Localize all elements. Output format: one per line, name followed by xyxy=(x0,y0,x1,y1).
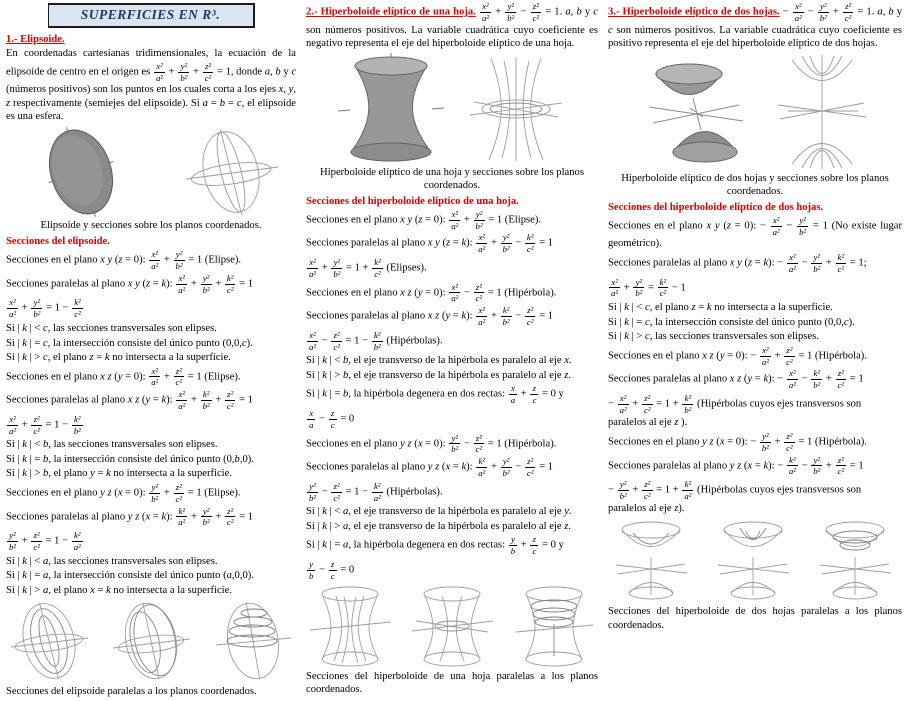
fraction: $\frac{\text{k²}}{\text{b²}}$ xyxy=(73,413,81,436)
formula-line: $\frac{\text{x²}}{\text{a²}}$ + $\frac{\text{y²}}{\text{b²}}$ = 1 − $\frac{\text{k²}}{\text{c²}}$ xyxy=(9,297,81,320)
fraction: $\frac{\text{z²}}{\text{c²}}$ xyxy=(837,368,845,391)
paragraph: Si | k | = a, la intersección consiste del único punto (a,0,0). xyxy=(6,570,254,582)
paragraph: Si | k | < c, las secciones transversales son elipses. xyxy=(6,322,217,334)
ellipsoid-sections-3-image xyxy=(207,599,296,683)
fraction: $\frac{\text{k²}}{\text{c²}}$ xyxy=(526,232,534,255)
fraction: $\frac{\text{x²}}{\text{a²}}$ xyxy=(178,389,186,411)
fraction: $\frac{\text{x²}}{\text{a²}}$ xyxy=(794,1,802,23)
fraction: $\frac{\text{x²}}{\text{a²}}$ xyxy=(619,392,627,415)
fraction: $\frac{\text{x²}}{\text{a²}}$ xyxy=(611,276,619,299)
paragraph: Secciones paralelas al plano x y (z = k): $\frac{\text{x²}}{\text{a²}}$ + $\frac{\text{y²}}{\text{b²}}$ − $\frac{\text{k²}}{\text{c²}}$ = 1 xyxy=(306,232,554,255)
paragraph: Secciones paralelas al plano y z (x = k): $\frac{\text{k²}}{\text{a²}}$ + $\frac{\text{y²}}{\text{b²}}$ − $\frac{\text{z²}}{\text{c²}}$ = 1 xyxy=(306,456,554,478)
fraction: $\frac{\text{z²}}{\text{c²}}$ xyxy=(333,329,340,352)
hyperboloid-two-sheets-sections-figure xyxy=(608,517,902,603)
fraction: $\frac{\text{y²}}{\text{b²}}$ xyxy=(799,214,807,237)
paragraph: Secciones en el plano y z (x = 0): $\frac{\text{y²}}{\text{b²}}$ − $\frac{\text{z²}}{\text{c²}}$ = 1 (Hipérbola). xyxy=(306,432,557,455)
formula-line: $\frac{x}{a}$ − $\frac{z}{c}$ = 0 xyxy=(309,408,355,430)
fraction: $\frac{\text{z²}}{\text{c²}}$ xyxy=(643,392,651,415)
formula-line: − $\frac{\text{y²}}{\text{b²}}$ + $\frac{\text{z²}}{\text{c²}}$ = 1 + $\frac{\text{k²}}{\text{a²}}$ (Hipérbolas cuyos ejes transversos son paralelos al eje z). xyxy=(608,479,862,514)
paragraph: Si | k | < b, las secciones transversales son elipses. xyxy=(6,439,218,451)
page-title: SUPERFICIES EN R³. xyxy=(48,3,255,28)
figure-caption: Hiperboloide elíptico de dos hojas y secciones sobre los planos coordenados. xyxy=(621,172,889,197)
heading-text: Secciones del hiperboloide elíptico de una hoja. xyxy=(306,195,519,207)
fraction: $\frac{\text{x²}}{\text{a²}}$ xyxy=(481,1,490,23)
fraction: $\frac{z}{c}$ xyxy=(330,559,335,581)
fraction: $\frac{\text{k²}}{\text{b²}}$ xyxy=(202,389,210,411)
paragraph: Secciones en el plano x z (y = 0): − $\frac{\text{x²}}{\text{a²}}$ + $\frac{\text{z²}}{\text{c²}}$ = 1 (Hipérbola). xyxy=(608,344,867,367)
formula-line: $\frac{\text{x²}}{\text{a²}}$ + $\frac{\text{y²}}{\text{b²}}$ = $\frac{\text{k²}}{\text{c²}}$ − 1 xyxy=(611,276,686,299)
heading-text: 3.- Hiperboloide elíptico de dos hojas. xyxy=(608,6,780,18)
paragraph: 3.- Hiperboloide elíptico de dos hojas. − $\frac{\text{x²}}{\text{a²}}$ − $\frac{\text{y²}}{\text{b²}}$ + $\frac{\text{z²}}{\text{c²}}$ = 1. a, b y c son números positivos. La variable cuadrática cuyo coeficiente es positivo representa el eje del hiperboloide elíptico de dos hojas. xyxy=(608,1,902,50)
fraction: $\frac{\text{y²}}{\text{b²}}$ xyxy=(507,1,515,23)
fraction: $\frac{\text{z²}}{\text{c²}}$ xyxy=(175,365,183,388)
paragraph: Secciones en el plano x y (z = 0): − $\frac{\text{x²}}{\text{a²}}$ − $\frac{\text{y²}}{\text{b²}}$ = 1 (No existe lugar geométrico). xyxy=(608,214,902,250)
paragraph: Secciones en el plano x y (z = 0): $\frac{\text{x²}}{\text{a²}}$ + $\frac{\text{y²}}{\text{b²}}$ = 1 (Elipse). xyxy=(306,208,541,231)
paragraph: 2.- Hiperboloide elíptico de una hoja. $\frac{\text{x²}}{\text{a²}}$ + $\frac{\text{y²}}{\text{b²}}$ − $\frac{\text{z²}}{\text{c²}}$ = 1. a, b y c son números positivos. La variable cuadrática cuyo coeficiente es negativo representa el eje del hiperboloide elíptico de una hoja. xyxy=(306,1,598,50)
formula-line: $\frac{\text{x²}}{\text{a²}}$ + $\frac{\text{y²}}{\text{b²}}$ = 1 + $\frac{\text{k²}}{\text{c²}}$ (Elipses). xyxy=(309,256,427,279)
hyperboloid1-sections-1-image xyxy=(306,584,396,668)
paragraph: Si | k | > a, el eje transverso de la hipérbola es paralelo al eje z. xyxy=(306,520,571,532)
fraction: $\frac{\text{x²}}{\text{a²}}$ xyxy=(155,60,163,83)
fraction: $\frac{\text{x²}}{\text{a²}}$ xyxy=(478,305,486,327)
formula-line: $\frac{\text{x²}}{\text{a²}}$ + $\frac{\text{z²}}{\text{c²}}$ = 1 − $\frac{\text{k²}}{\text{b²}}$ xyxy=(9,413,81,436)
fraction: $\frac{\text{x²}}{\text{a²}}$ xyxy=(478,232,486,255)
fraction: $\frac{\text{z²}}{\text{c²}}$ xyxy=(475,432,483,455)
hyperboloid2-solid-image xyxy=(635,53,760,171)
fraction: $\frac{\text{k²}}{\text{c²}}$ xyxy=(659,276,667,299)
hyperboloid-one-sheet-sections-figure xyxy=(306,584,598,668)
fraction: $\frac{\text{y²}}{\text{b²}}$ xyxy=(819,1,827,23)
fraction: $\frac{\text{z²}}{\text{c²}}$ xyxy=(475,281,483,304)
fraction: $\frac{\text{x²}}{\text{a²}}$ xyxy=(788,368,796,391)
section-heading xyxy=(608,201,902,214)
paragraph: Si | k | < a, las secciones transversales son elipses. xyxy=(6,555,218,567)
ellipsoid-wireframe-image xyxy=(166,126,296,218)
fraction: $\frac{\text{y²}}{\text{b²}}$ xyxy=(9,530,17,552)
fraction: $\frac{\text{k²}}{\text{b²}}$ xyxy=(813,368,821,391)
fraction: $\frac{y}{b}$ xyxy=(309,559,314,581)
hyperboloid1-sections-3-image xyxy=(508,584,598,668)
ellipsoid-sections-1-image xyxy=(6,599,95,683)
hyperboloid-one-sheet-figure xyxy=(306,53,598,165)
hyperboloid2-wireframe-image xyxy=(770,53,875,171)
paragraph: Secciones en el plano y z (x = 0): − $\frac{\text{y²}}{\text{b²}}$ + $\frac{\text{z²}}{\text{c²}}$ = 1 (Hipérbola). xyxy=(608,431,867,453)
figure-caption: Elipsoide y secciones sobre los planos coordenados. xyxy=(40,220,262,232)
formula-line: $\frac{y}{b}$ − $\frac{z}{c}$ = 0 xyxy=(309,559,355,581)
fraction: $\frac{\text{z²}}{\text{c²}}$ xyxy=(526,305,534,327)
paragraph: Secciones paralelas al plano x y (z = k): − $\frac{\text{x²}}{\text{a²}}$ − $\frac{\text{y²}}{\text{b²}}$ + $\frac{\text{k²}}{\text{c²}}$ = 1; xyxy=(608,251,867,274)
column-2 xyxy=(306,0,598,701)
hyperboloid2-sections-3-image xyxy=(811,517,902,603)
fraction: $\frac{\text{k²}}{\text{a²}}$ xyxy=(684,479,692,502)
paragraph: Si | k | > c, las secciones transversales son elipses. xyxy=(608,331,819,343)
paragraph: Si | k | < c, el plano z = k no intersecta a la superficie. xyxy=(608,302,833,314)
fraction: $\frac{z}{c}$ xyxy=(532,383,537,406)
ellipsoid-solid-image xyxy=(6,126,156,218)
fraction: $\frac{x}{a}$ xyxy=(309,408,314,430)
paragraph: Secciones en el plano y z (x = 0): $\frac{\text{y²}}{\text{b²}}$ + $\frac{\text{z²}}{\text{c²}}$ = 1 (Elipse). xyxy=(6,482,241,504)
paragraph: Secciones del hiperboloide de dos hojas paralelas a los planos coordenados. xyxy=(608,606,902,631)
paragraph: Secciones en el plano x z (y = 0): $\frac{\text{x²}}{\text{a²}}$ − $\frac{\text{z²}}{\text{c²}}$ = 1 (Hipérbola). xyxy=(306,281,557,304)
formula-line: $\frac{\text{y²}}{\text{b²}}$ + $\frac{\text{z²}}{\text{c²}}$ = 1 − $\frac{\text{k²}}{\text{a²}}$ xyxy=(9,530,81,552)
column-1 xyxy=(6,0,296,701)
paragraph: Si | k | > b, el plano y = k no intersecta a la superficie. xyxy=(6,468,232,480)
fraction: $\frac{\text{y²}}{\text{b²}}$ xyxy=(475,208,483,231)
fraction: $\frac{\text{x²}}{\text{a²}}$ xyxy=(309,329,317,352)
fraction: $\frac{\text{k²}}{\text{a²}}$ xyxy=(373,480,381,503)
fraction: $\frac{\text{z²}}{\text{c²}}$ xyxy=(204,60,212,83)
heading-text: 1.- Elipsoide. xyxy=(6,34,65,45)
fraction: $\frac{\text{y²}}{\text{b²}}$ xyxy=(813,251,821,274)
fraction: $\frac{\text{y²}}{\text{b²}}$ xyxy=(619,479,627,502)
fraction: $\frac{\text{y²}}{\text{b²}}$ xyxy=(180,60,188,83)
paragraph: Secciones del elipsoide paralelas a los planos coordenados. xyxy=(6,686,257,698)
paragraph: Si | k | = b, la hipérbola degenera en dos rectas: $\frac{x}{a}$ + $\frac{z}{c}$ = 0 y xyxy=(306,383,564,406)
heading-text: Secciones del hiperboloide elíptico de dos hojas. xyxy=(608,201,824,213)
fraction: $\frac{\text{x²}}{\text{a²}}$ xyxy=(151,249,159,271)
paragraph: Secciones paralelas al plano y z (x = k): $\frac{\text{k²}}{\text{a²}}$ + $\frac{\text{y²}}{\text{b²}}$ + $\frac{\text{z²}}{\text{c²}}$ = 1 xyxy=(6,505,254,528)
figure-caption: Hiperboloide elíptico de una hoja y secciones sobre los planos coordenados. xyxy=(320,166,584,191)
section-heading xyxy=(306,195,598,208)
fraction: $\frac{\text{k²}}{\text{c²}}$ xyxy=(837,251,845,274)
formula-line: − $\frac{\text{x²}}{\text{a²}}$ + $\frac{\text{z²}}{\text{c²}}$ = 1 + $\frac{\text{k²}}{\text{b²}}$ (Hipérbolas cuyos ejes transversos son paralelos al eje z ). xyxy=(608,392,862,428)
hyperboloid1-solid-image xyxy=(332,53,450,165)
fraction: $\frac{\text{y²}}{\text{b²}}$ xyxy=(202,272,210,295)
fraction: $\frac{\text{k²}}{\text{a²}}$ xyxy=(788,454,796,477)
fraction: $\frac{z}{c}$ xyxy=(532,534,537,557)
fraction: $\frac{\text{k²}}{\text{b²}}$ xyxy=(684,392,692,415)
section-heading xyxy=(6,235,296,248)
fraction: $\frac{\text{k²}}{\text{a²}}$ xyxy=(73,530,81,552)
paragraph: Si | k | < b, el eje transverso de la hipérbola es paralelo al eje x. xyxy=(306,355,572,367)
fraction: $\frac{\text{y²}}{\text{b²}}$ xyxy=(151,482,159,504)
fraction: $\frac{\text{z²}}{\text{c²}}$ xyxy=(33,413,40,436)
paragraph: Secciones en el plano x y (z = 0): $\frac{\text{x²}}{\text{a²}}$ + $\frac{\text{y²}}{\text{b²}}$ = 1 (Elipse). xyxy=(6,249,241,271)
paragraph: Si | k | = c, la intersección consiste del único punto (0,0,c). xyxy=(6,337,253,349)
fraction: $\frac{\text{z²}}{\text{c²}}$ xyxy=(226,389,234,411)
fraction: $\frac{\text{z²}}{\text{c²}}$ xyxy=(175,482,183,504)
fraction: $\frac{\text{z²}}{\text{c²}}$ xyxy=(837,454,845,477)
hyperboloid1-wireframe-image xyxy=(460,53,572,165)
paragraph: Si | k | = b, la intersección consiste del único punto (0,b,0). xyxy=(6,453,254,465)
paragraph: Secciones paralelas al plano y z (x = k): − $\frac{\text{k²}}{\text{a²}}$ − $\frac{\text{y²}}{\text{b²}}$ + $\frac{\text{z²}}{\text{c²}}$ = 1 xyxy=(608,454,864,477)
paragraph: Secciones paralelas al plano x z (y = k): $\frac{\text{x²}}{\text{a²}}$ + $\frac{\text{k²}}{\text{b²}}$ − $\frac{\text{z²}}{\text{c²}}$ = 1 xyxy=(306,305,554,327)
hyperboloid2-sections-2-image xyxy=(709,517,801,603)
fraction: $\frac{\text{y²}}{\text{b²}}$ xyxy=(502,456,510,478)
fraction: $\frac{\text{y²}}{\text{b²}}$ xyxy=(175,249,183,271)
paragraph: Si | k | = a, la hipérbola degenera en dos rectas: $\frac{y}{b}$ + $\frac{z}{c}$ = 0 y xyxy=(306,534,564,557)
formula-line: $\frac{\text{y²}}{\text{b²}}$ − $\frac{\text{z²}}{\text{c²}}$ = 1 − $\frac{\text{k²}}{\text{a²}}$ (Hipérbolas). xyxy=(309,480,443,503)
fraction: $\frac{z}{c}$ xyxy=(330,408,335,430)
heading-text: Secciones del elipsoide. xyxy=(6,235,110,247)
fraction: $\frac{\text{x²}}{\text{a²}}$ xyxy=(151,365,159,388)
ellipsoid-figure xyxy=(6,126,296,218)
fraction: $\frac{\text{x²}}{\text{a²}}$ xyxy=(451,281,459,304)
paragraph: Si | k | > a, el plano x = k no intersecta a la superficie. xyxy=(6,584,232,596)
fraction: $\frac{\text{z²}}{\text{c²}}$ xyxy=(844,1,852,23)
section-heading xyxy=(6,33,296,46)
fraction: $\frac{\text{x²}}{\text{a²}}$ xyxy=(9,413,17,436)
paragraph: Si | k | > c, el plano z = k no intersecta a la superficie. xyxy=(6,352,231,364)
fraction: $\frac{\text{z²}}{\text{c²}}$ xyxy=(526,456,534,478)
fraction: $\frac{\text{x²}}{\text{a²}}$ xyxy=(9,297,17,320)
hyperboloid1-sections-2-image xyxy=(406,584,498,668)
fraction: $\frac{x}{a}$ xyxy=(510,383,516,406)
fraction: $\frac{\text{k²}}{\text{c²}}$ xyxy=(226,272,234,295)
fraction: $\frac{\text{y²}}{\text{b²}}$ xyxy=(202,505,210,528)
paragraph: Secciones paralelas al plano x y (z = k): $\frac{\text{x²}}{\text{a²}}$ + $\frac{\text{y²}}{\text{b²}}$ + $\frac{\text{k²}}{\text{c²}}$ = 1 xyxy=(6,272,254,295)
paragraph: En coordenadas cartesianas tridimensionales, la ecuación de la elipsoide de centro en el origen es $\frac{\text{x²}}{\text{a²}}$ + $\frac{\text{y²}}{\text{b²}}$ + $\frac{\text{z²}}{\text{c²}}$ = 1, donde a, b y c (números positivos) son los puntos en los cuales corta a los ejes x, y, z respectivamente (semiejes del elipsoide). Si a = b = c, el elipsoide es una esfera. xyxy=(6,48,296,123)
column-3 xyxy=(608,0,902,701)
fraction: $\frac{\text{y²}}{\text{b²}}$ xyxy=(309,480,317,503)
fraction: $\frac{\text{k²}}{\text{c²}}$ xyxy=(74,297,81,320)
paragraph: Secciones paralelas al plano x z (y = k): $\frac{\text{x²}}{\text{a²}}$ + $\frac{\text{k²}}{\text{b²}}$ + $\frac{\text{z²}}{\text{c²}}$ = 1 xyxy=(6,389,254,411)
fraction: $\frac{\text{x²}}{\text{a²}}$ xyxy=(761,344,769,367)
fraction: $\frac{\text{z²}}{\text{c²}}$ xyxy=(226,505,234,528)
fraction: $\frac{\text{k²}}{\text{b²}}$ xyxy=(502,305,510,327)
fraction: $\frac{\text{k²}}{\text{c²}}$ xyxy=(374,256,381,279)
heading-text: 2.- Hiperboloide elíptico de una hoja. xyxy=(306,6,476,18)
paragraph: Secciones del hiperboloide de una hoja paralelas a los planos coordenados. xyxy=(306,670,598,696)
fraction: $\frac{\text{x²}}{\text{a²}}$ xyxy=(309,256,317,279)
fraction: $\frac{\text{z²}}{\text{c²}}$ xyxy=(33,530,40,552)
fraction: $\frac{\text{z²}}{\text{c²}}$ xyxy=(786,431,793,453)
formula-line: $\frac{\text{x²}}{\text{a²}}$ − $\frac{\text{z²}}{\text{c²}}$ = 1 − $\frac{\text{k²}}{\text{b²}}$ (Hipérbolas). xyxy=(309,329,443,352)
fraction: $\frac{\text{z²}}{\text{c²}}$ xyxy=(643,479,651,502)
fraction: $\frac{\text{k²}}{\text{a²}}$ xyxy=(178,505,186,528)
fraction: $\frac{\text{x²}}{\text{a²}}$ xyxy=(788,251,796,274)
fraction: $\frac{\text{z²}}{\text{c²}}$ xyxy=(532,1,540,23)
paragraph: Si | k | = c, la intersección consiste del único punto (0,0,c). xyxy=(608,316,855,328)
fraction: $\frac{\text{y²}}{\text{b²}}$ xyxy=(333,256,341,279)
fraction: $\frac{\text{k²}}{\text{b²}}$ xyxy=(373,329,381,352)
fraction: $\frac{\text{x²}}{\text{a²}}$ xyxy=(178,272,186,295)
paragraph: Secciones en el plano x z (y = 0): $\frac{\text{x²}}{\text{a²}}$ + $\frac{\text{z²}}{\text{c²}}$ = 1 (Elipse). xyxy=(6,365,241,388)
fraction: $\frac{\text{y²}}{\text{b²}}$ xyxy=(761,431,769,453)
fraction: $\frac{\text{y²}}{\text{b²}}$ xyxy=(813,454,821,477)
fraction: $\frac{\text{k²}}{\text{a²}}$ xyxy=(478,456,486,478)
fraction: $\frac{\text{y²}}{\text{b²}}$ xyxy=(502,232,510,255)
paragraph: Si | k | < a, el eje transverso de la hipérbola es paralelo al eje y. xyxy=(306,506,572,518)
hyperboloid-two-sheets-figure xyxy=(608,53,902,171)
fraction: $\frac{\text{x²}}{\text{a²}}$ xyxy=(451,208,459,231)
fraction: $\frac{\text{z²}}{\text{c²}}$ xyxy=(333,480,340,503)
fraction: $\frac{\text{y²}}{\text{b²}}$ xyxy=(635,276,643,299)
paragraph: Si | k | > b, el eje transverso de la hipérbola es paralelo al eje z. xyxy=(306,369,571,381)
fraction: $\frac{\text{z²}}{\text{c²}}$ xyxy=(786,344,793,367)
fraction: $\frac{\text{y²}}{\text{b²}}$ xyxy=(33,297,41,320)
ellipsoid-sections-figure xyxy=(6,599,296,683)
fraction: $\frac{\text{x²}}{\text{a²}}$ xyxy=(772,214,780,237)
ellipsoid-sections-2-image xyxy=(105,599,197,683)
paragraph: Secciones paralelas al plano x z (y = k): − $\frac{\text{x²}}{\text{a²}}$ − $\frac{\text{k²}}{\text{b²}}$ + $\frac{\text{z²}}{\text{c²}}$ = 1 xyxy=(608,368,864,391)
fraction: $\frac{y}{b}$ xyxy=(510,534,516,557)
hyperboloid2-sections-1-image xyxy=(608,517,699,603)
fraction: $\frac{\text{y²}}{\text{b²}}$ xyxy=(451,432,459,455)
